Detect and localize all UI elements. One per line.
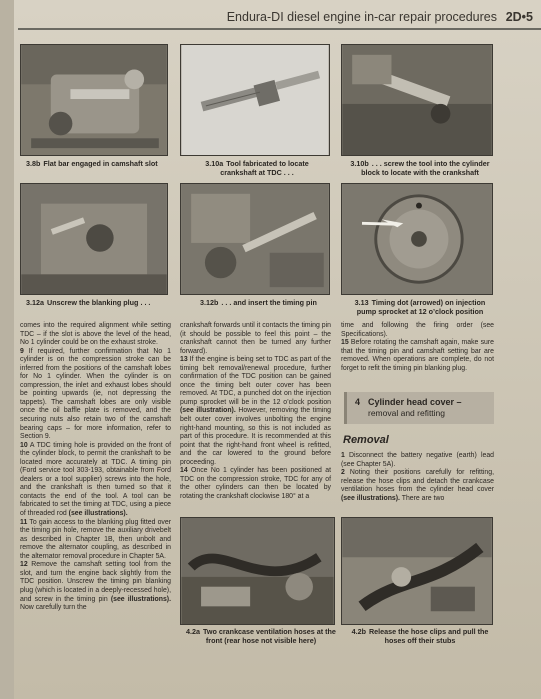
section-subtitle: removal and refitting [368, 408, 446, 418]
caption-3-12a [26, 298, 171, 307]
caption-4-2a [186, 627, 336, 645]
text-column-1 [20, 322, 171, 613]
caption-3-10b [346, 159, 494, 177]
caption-text: . . . and insert the timing pin [221, 298, 317, 307]
photo-tool-bolt-icon [181, 45, 329, 155]
paragraph [341, 469, 494, 503]
caption-label: 3.12a [26, 298, 44, 307]
header-rule [18, 28, 541, 30]
caption-text: Flat bar engaged in camshaft slot [43, 159, 158, 168]
step-number: 14 [180, 467, 188, 475]
photo-3-10b [341, 44, 493, 156]
page-header [0, 8, 541, 30]
caption-text: Two crankcase ventilation hoses at the front (rear hose not visible here) [203, 627, 336, 645]
illustration-ref: (see illustrations). [341, 494, 400, 502]
caption-3-10a [188, 159, 326, 177]
caption-label: 3.8b [26, 159, 41, 168]
caption-label: 3.10a [205, 159, 224, 168]
section-heading-box [344, 392, 494, 424]
caption-text: Release the hose clips and pull the hoses off their stubs [368, 627, 489, 645]
paragraph-text: There are two [401, 494, 445, 502]
paragraph-text: Disconnect the battery negative (earth) lead (see Chapter 5A). [341, 452, 494, 468]
illustration-ref: (see illustrations). [68, 510, 128, 518]
paragraph-text: time and following the firing order (see Specifications). [341, 322, 494, 338]
photo-3-12b [180, 183, 330, 295]
step-number: 10 [20, 441, 28, 449]
paragraph [180, 322, 331, 356]
paragraph-text: If the engine is being set to TDC as part of the timing belt removal/renewal procedure, further confirmation of the TDC position can be gained once the timing belt outer cover has been removed. At TDC, a punched dot on the injection pump sprocket will be in the 12 o’clock position [180, 356, 331, 406]
paragraph-text: Remove the camshaft setting tool from the slot, and turn the engine back slightly from the TDC position. Unscrew the timing pin blanking plug (which is located in a deeply-recessed hole), and screw in the timing pin [20, 561, 171, 603]
photo-3-10a [180, 44, 330, 156]
paragraph [180, 356, 331, 467]
chapter-title: Endura-DI diesel engine in-car repair procedures [226, 10, 497, 24]
caption-label: 3.13 [354, 298, 369, 307]
paragraph-text: To gain access to the blanking plug fitted over the timing pin hole, remove the auxiliary drivebelt as described in Chapter 1B, then unbolt and remove the alternator coupling, as described in the alternator removal procedure in Chapter 5A. [20, 518, 171, 560]
paragraph [341, 339, 494, 373]
paragraph-text: crankshaft forwards until it contacts the timing pin (it should be possible to feel this point – the crankshaft cannot then be turned any further forward). [180, 322, 331, 355]
paragraph [180, 467, 331, 501]
photo-blanking-plug-icon [21, 184, 167, 294]
paragraph-text: Now carefully turn the [20, 604, 87, 612]
paragraph [20, 561, 171, 612]
caption-text: . . . screw the tool into the cylinder block to locate with the crankshaft [361, 159, 490, 177]
photo-timing-pin-icon [181, 184, 329, 294]
caption-text: Tool fabricated to locate crankshaft at TDC . . . [220, 159, 309, 177]
caption-label: 3.10b [350, 159, 369, 168]
photo-3-13 [341, 183, 493, 295]
photo-hose-clips-icon [342, 518, 492, 624]
caption-text: Unscrew the blanking plug . . . [47, 298, 151, 307]
paragraph [341, 452, 494, 469]
caption-label: 4.2a [186, 627, 201, 636]
photo-sprocket-icon [342, 184, 492, 294]
section-title: Cylinder head cover – [368, 397, 462, 407]
step-number: 2 [341, 469, 345, 477]
photo-3-8b [20, 44, 168, 156]
paragraph-text: Noting their positions carefully for refitting, release the hose clips and detach the crankcase ventilation hoses from the cylinder head cover [341, 469, 494, 494]
step-number: 15 [341, 339, 349, 347]
photo-engine-flat-bar-icon [21, 45, 167, 155]
step-number: 13 [180, 356, 188, 364]
caption-3-12b [200, 298, 325, 307]
paragraph-text: If required, further confirmation that No 1 cylinder is on the compression stroke can be inferred from the positions of the camshaft lobes for No 1 cylinder. When the cylinder is on compression, the inlet and exhaust lobes should be pointing upwards (ie, not depressing the tappets). The camshaft lobes are only visible once the oil baffle plate is removed, and the securing nuts also retain two of the camshaft bearing caps – for more information, refer to Section 9. [20, 347, 171, 441]
paragraph-text: comes into the required alignment while setting TDC – if the slot is above the level of the head, No 1 cylinder could be on the exhaust stroke. [20, 322, 171, 347]
paragraph-text: Once No 1 cylinder has been positioned at TDC on the compression stroke, TDC for any of the other cylinders can then be located by rotating the crankshaft clockwise 180° at a [180, 467, 331, 500]
paragraph-text: However, removing the timing belt outer cover involves unbolting the engine right-hand mounting, so this is not included as part of this procedure. It is recommended at this point that the right-hand front wheel is refitted, and the car lowered to the ground before proceeding. [180, 407, 332, 466]
text-column-3 [341, 322, 494, 373]
caption-label: 4.2b [351, 627, 366, 636]
caption-text: Timing dot (arrowed) on injection pump sprocket at 12 o’clock position [356, 298, 486, 316]
caption-4-2b [346, 627, 494, 645]
page-number: 2D•5 [505, 10, 533, 24]
photo-tool-screwed-icon [342, 45, 492, 155]
illustration-ref: (see illustration). [180, 407, 236, 415]
paragraph-text: Before rotating the camshaft again, make sure that the timing pin and camshaft setting bar are removed. When operations are complete, do not forget to refit the timing pin blanking plug. [341, 339, 494, 372]
paragraph [20, 348, 171, 442]
photo-3-12a [20, 183, 168, 295]
text-column-3b [341, 452, 494, 503]
illustration-ref: (see illustrations). [110, 595, 171, 603]
page-margin [0, 0, 14, 699]
step-number: 12 [20, 561, 28, 569]
photo-4-2b [341, 517, 493, 625]
step-number: 1 [341, 452, 345, 459]
paragraph [20, 519, 171, 562]
caption-3-8b [26, 159, 171, 168]
photo-4-2a [180, 517, 335, 625]
step-number: 11 [20, 518, 28, 526]
paragraph [20, 442, 171, 519]
photo-vent-hoses-icon [181, 518, 334, 624]
caption-3-13 [346, 298, 494, 316]
step-number: 9 [20, 347, 24, 355]
paragraph [341, 322, 494, 339]
paragraph [20, 322, 171, 348]
section-number: 4 [355, 397, 361, 407]
caption-label: 3.12b [200, 298, 219, 307]
text-column-2 [180, 322, 331, 501]
removal-heading: Removal [343, 434, 389, 446]
paragraph-text: A TDC timing hole is provided on the front of the cylinder block, to permit the crankshaft to be located more accurately at TDC. A timing pin (Ford service tool 303-193, obtainable from Ford dealers or a tool supplier) screws into the hole, and the crankshaft is then turned so that it contacts the end of the tool. A tool can be fabricated to set the timing at TDC, using a piece of threaded rod [20, 441, 172, 518]
